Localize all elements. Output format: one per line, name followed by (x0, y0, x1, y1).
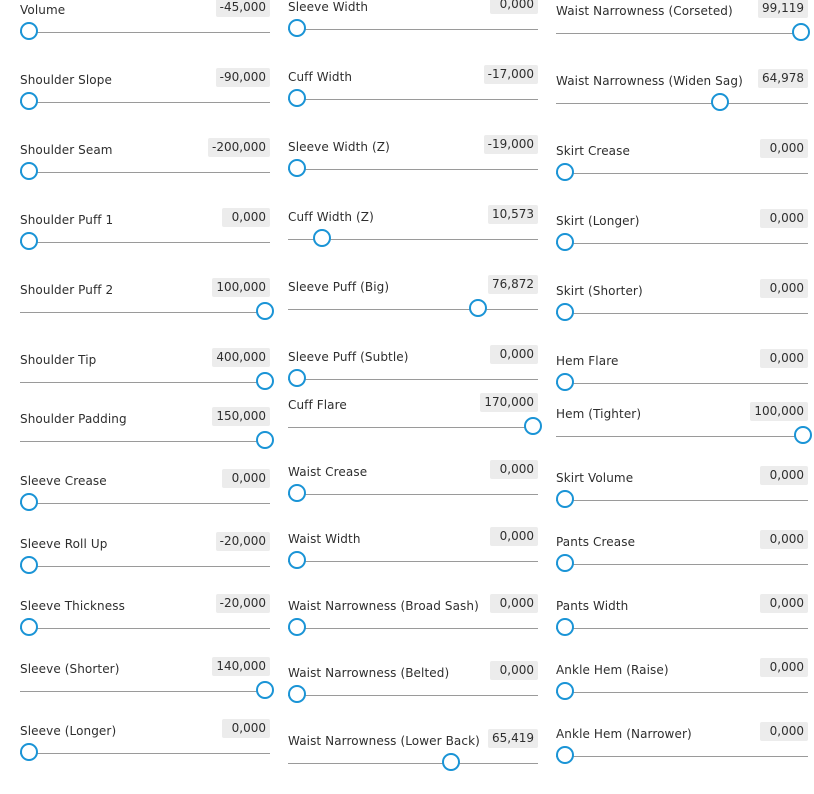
slider-thumb[interactable] (556, 554, 574, 572)
slider-track[interactable] (288, 99, 538, 100)
slider-value-field[interactable]: 0,000 (490, 661, 538, 680)
slider-track[interactable] (556, 313, 808, 314)
slider-track[interactable] (20, 628, 270, 629)
slider-track[interactable] (20, 441, 270, 442)
slider-track[interactable] (20, 102, 270, 103)
slider-thumb[interactable] (556, 303, 574, 321)
slider-thumb[interactable] (442, 753, 460, 771)
slider-thumb[interactable] (256, 302, 274, 320)
slider-thumb[interactable] (288, 618, 306, 636)
slider-row (20, 210, 270, 273)
slider-row (20, 70, 270, 133)
slider-row (288, 462, 538, 525)
slider-row (556, 596, 808, 659)
slider-track[interactable] (556, 173, 808, 174)
slider-label: Sleeve Thickness (20, 599, 125, 613)
slider-track[interactable] (20, 382, 270, 383)
slider-value-field[interactable]: 170,000 (480, 393, 538, 412)
slider-thumb[interactable] (711, 93, 729, 111)
slider-thumb[interactable] (556, 163, 574, 181)
slider-value-field[interactable]: 0,000 (760, 530, 808, 549)
slider-thumb[interactable] (20, 618, 38, 636)
slider-value-field[interactable]: 0,000 (490, 345, 538, 364)
slider-label: Sleeve Width (288, 0, 369, 14)
slider-row (556, 1, 808, 64)
slider-track[interactable] (20, 242, 270, 243)
slider-row (556, 724, 808, 787)
slider-row (20, 471, 270, 534)
slider-track[interactable] (556, 436, 808, 437)
slider-track[interactable] (556, 243, 808, 244)
slider-row (288, 137, 538, 200)
slider-thumb[interactable] (794, 426, 812, 444)
slider-label: Waist Narrowness (Lower Back) (288, 734, 480, 748)
slider-label: Hem (Tighter) (556, 407, 642, 421)
slider-track[interactable] (20, 503, 270, 504)
slider-value-field[interactable]: -19,000 (484, 135, 538, 154)
slider-label: Ankle Hem (Raise) (556, 663, 669, 677)
slider-thumb[interactable] (20, 232, 38, 250)
slider-track[interactable] (288, 763, 538, 764)
slider-track[interactable] (20, 566, 270, 567)
slider-value-field[interactable]: 400,000 (212, 348, 270, 367)
slider-row (288, 0, 538, 60)
slider-row (556, 211, 808, 274)
slider-row (556, 71, 808, 134)
slider-value-field[interactable]: 150,000 (212, 407, 270, 426)
slider-track[interactable] (288, 494, 538, 495)
slider-value-field[interactable]: -20,000 (216, 532, 270, 551)
slider-row (288, 395, 538, 458)
slider-value-field[interactable]: 65,419 (488, 729, 538, 748)
slider-track[interactable] (556, 500, 808, 501)
slider-row (288, 731, 538, 794)
slider-row (556, 468, 808, 531)
slider-value-field[interactable]: 64,978 (758, 69, 808, 88)
slider-value-field[interactable]: 0,000 (222, 719, 270, 738)
slider-label: Skirt Crease (556, 144, 630, 158)
slider-thumb[interactable] (288, 19, 306, 37)
slider-value-field[interactable]: 99,119 (758, 0, 808, 18)
slider-value-field[interactable]: 76,872 (488, 275, 538, 294)
slider-row (556, 404, 808, 467)
slider-track[interactable] (556, 756, 808, 757)
slider-track[interactable] (556, 628, 808, 629)
slider-track[interactable] (556, 103, 808, 104)
slider-value-field[interactable]: 100,000 (750, 402, 808, 421)
slider-track[interactable] (20, 32, 270, 33)
slider-label: Shoulder Tip (20, 353, 97, 367)
slider-value-field[interactable]: 0,000 (490, 594, 538, 613)
slider-value-field[interactable]: 0,000 (490, 460, 538, 479)
slider-value-field[interactable]: -45,000 (216, 0, 270, 17)
slider-thumb[interactable] (20, 162, 38, 180)
slider-label: Shoulder Seam (20, 143, 113, 157)
slider-row (288, 207, 538, 270)
slider-value-field[interactable]: -200,000 (208, 138, 270, 157)
slider-thumb[interactable] (20, 493, 38, 511)
slider-row (20, 659, 270, 722)
slider-row (556, 281, 808, 344)
slider-row (20, 350, 270, 413)
slider-thumb[interactable] (288, 685, 306, 703)
slider-label: Sleeve Puff (Subtle) (288, 350, 409, 364)
slider-thumb[interactable] (556, 233, 574, 251)
slider-thumb[interactable] (556, 682, 574, 700)
slider-track[interactable] (20, 753, 270, 754)
slider-thumb[interactable] (288, 551, 306, 569)
slider-label: Sleeve Crease (20, 474, 107, 488)
slider-label: Sleeve (Shorter) (20, 662, 120, 676)
slider-row (288, 663, 538, 726)
slider-label: Cuff Width (288, 70, 353, 84)
slider-row (20, 721, 270, 784)
slider-value-field[interactable]: 0,000 (760, 349, 808, 368)
slider-label: Sleeve Puff (Big) (288, 280, 390, 294)
slider-thumb[interactable] (256, 681, 274, 699)
slider-track[interactable] (556, 692, 808, 693)
slider-label: Sleeve Width (Z) (288, 140, 390, 154)
slider-row (556, 141, 808, 204)
slider-label: Waist Narrowness (Widen Sag) (556, 74, 743, 88)
slider-thumb[interactable] (20, 92, 38, 110)
slider-label: Waist Narrowness (Corseted) (556, 4, 733, 18)
slider-track[interactable] (556, 33, 808, 34)
slider-value-field[interactable]: 0,000 (490, 527, 538, 546)
slider-track[interactable] (288, 695, 538, 696)
slider-thumb[interactable] (313, 229, 331, 247)
slider-label: Shoulder Padding (20, 412, 127, 426)
slider-value-field[interactable]: 0,000 (760, 139, 808, 158)
slider-label: Waist Narrowness (Broad Sash) (288, 599, 479, 613)
slider-thumb[interactable] (556, 618, 574, 636)
slider-track[interactable] (288, 561, 538, 562)
slider-value-field[interactable]: 0,000 (760, 209, 808, 228)
slider-row (556, 532, 808, 595)
slider-value-field[interactable]: -17,000 (484, 65, 538, 84)
slider-value-field[interactable]: -20,000 (216, 594, 270, 613)
slider-label: Hem Flare (556, 354, 619, 368)
slider-label: Pants Crease (556, 535, 636, 549)
slider-row (288, 277, 538, 340)
slider-row (20, 140, 270, 203)
slider-label: Volume (20, 3, 66, 17)
slider-row (20, 0, 270, 63)
slider-value-field[interactable]: 100,000 (212, 278, 270, 297)
slider-label: Shoulder Slope (20, 73, 112, 87)
slider-value-field[interactable]: -90,000 (216, 68, 270, 87)
slider-track[interactable] (288, 169, 538, 170)
slider-track[interactable] (288, 379, 538, 380)
slider-thumb[interactable] (792, 23, 810, 41)
slider-track[interactable] (288, 427, 538, 428)
slider-label: Shoulder Puff 2 (20, 283, 114, 297)
slider-row (556, 660, 808, 723)
slider-track[interactable] (288, 29, 538, 30)
slider-thumb[interactable] (20, 743, 38, 761)
slider-label: Waist Crease (288, 465, 368, 479)
slider-row (288, 596, 538, 659)
slider-track[interactable] (556, 383, 808, 384)
slider-label: Cuff Width (Z) (288, 210, 374, 224)
slider-thumb[interactable] (524, 417, 542, 435)
slider-row (20, 280, 270, 343)
slider-track[interactable] (20, 691, 270, 692)
slider-thumb[interactable] (288, 89, 306, 107)
slider-label: Shoulder Puff 1 (20, 213, 114, 227)
slider-value-field[interactable]: 0,000 (490, 0, 538, 14)
slider-thumb[interactable] (556, 373, 574, 391)
slider-value-field[interactable]: 0,000 (222, 469, 270, 488)
slider-thumb[interactable] (256, 431, 274, 449)
slider-label: Sleeve Roll Up (20, 537, 108, 551)
slider-row (288, 529, 538, 592)
slider-label: Cuff Flare (288, 398, 347, 412)
slider-value-field[interactable]: 0,000 (760, 279, 808, 298)
slider-track[interactable] (288, 309, 538, 310)
slider-label: Ankle Hem (Narrower) (556, 727, 692, 741)
slider-row (20, 409, 270, 472)
slider-track[interactable] (20, 172, 270, 173)
slider-thumb[interactable] (288, 484, 306, 502)
slider-label: Skirt Volume (556, 471, 634, 485)
slider-track[interactable] (288, 628, 538, 629)
slider-thumb[interactable] (256, 372, 274, 390)
slider-value-field[interactable]: 0,000 (760, 594, 808, 613)
slider-label: Pants Width (556, 599, 629, 613)
slider-label: Skirt (Longer) (556, 214, 640, 228)
slider-thumb[interactable] (556, 490, 574, 508)
slider-value-field[interactable]: 140,000 (212, 657, 270, 676)
slider-track[interactable] (556, 564, 808, 565)
slider-row (288, 67, 538, 130)
slider-thumb[interactable] (288, 369, 306, 387)
slider-label: Waist Width (288, 532, 361, 546)
slider-label: Skirt (Shorter) (556, 284, 643, 298)
slider-thumb[interactable] (20, 556, 38, 574)
slider-row (20, 596, 270, 659)
slider-thumb[interactable] (556, 746, 574, 764)
slider-value-field[interactable]: 0,000 (760, 658, 808, 677)
slider-track[interactable] (20, 312, 270, 313)
slider-label: Waist Narrowness (Belted) (288, 666, 450, 680)
slider-thumb[interactable] (288, 159, 306, 177)
slider-value-field[interactable]: 0,000 (760, 722, 808, 741)
slider-row (20, 534, 270, 597)
slider-value-field[interactable]: 0,000 (222, 208, 270, 227)
slider-value-field[interactable]: 10,573 (488, 205, 538, 224)
slider-thumb[interactable] (469, 299, 487, 317)
slider-label: Sleeve (Longer) (20, 724, 117, 738)
slider-thumb[interactable] (20, 22, 38, 40)
slider-value-field[interactable]: 0,000 (760, 466, 808, 485)
